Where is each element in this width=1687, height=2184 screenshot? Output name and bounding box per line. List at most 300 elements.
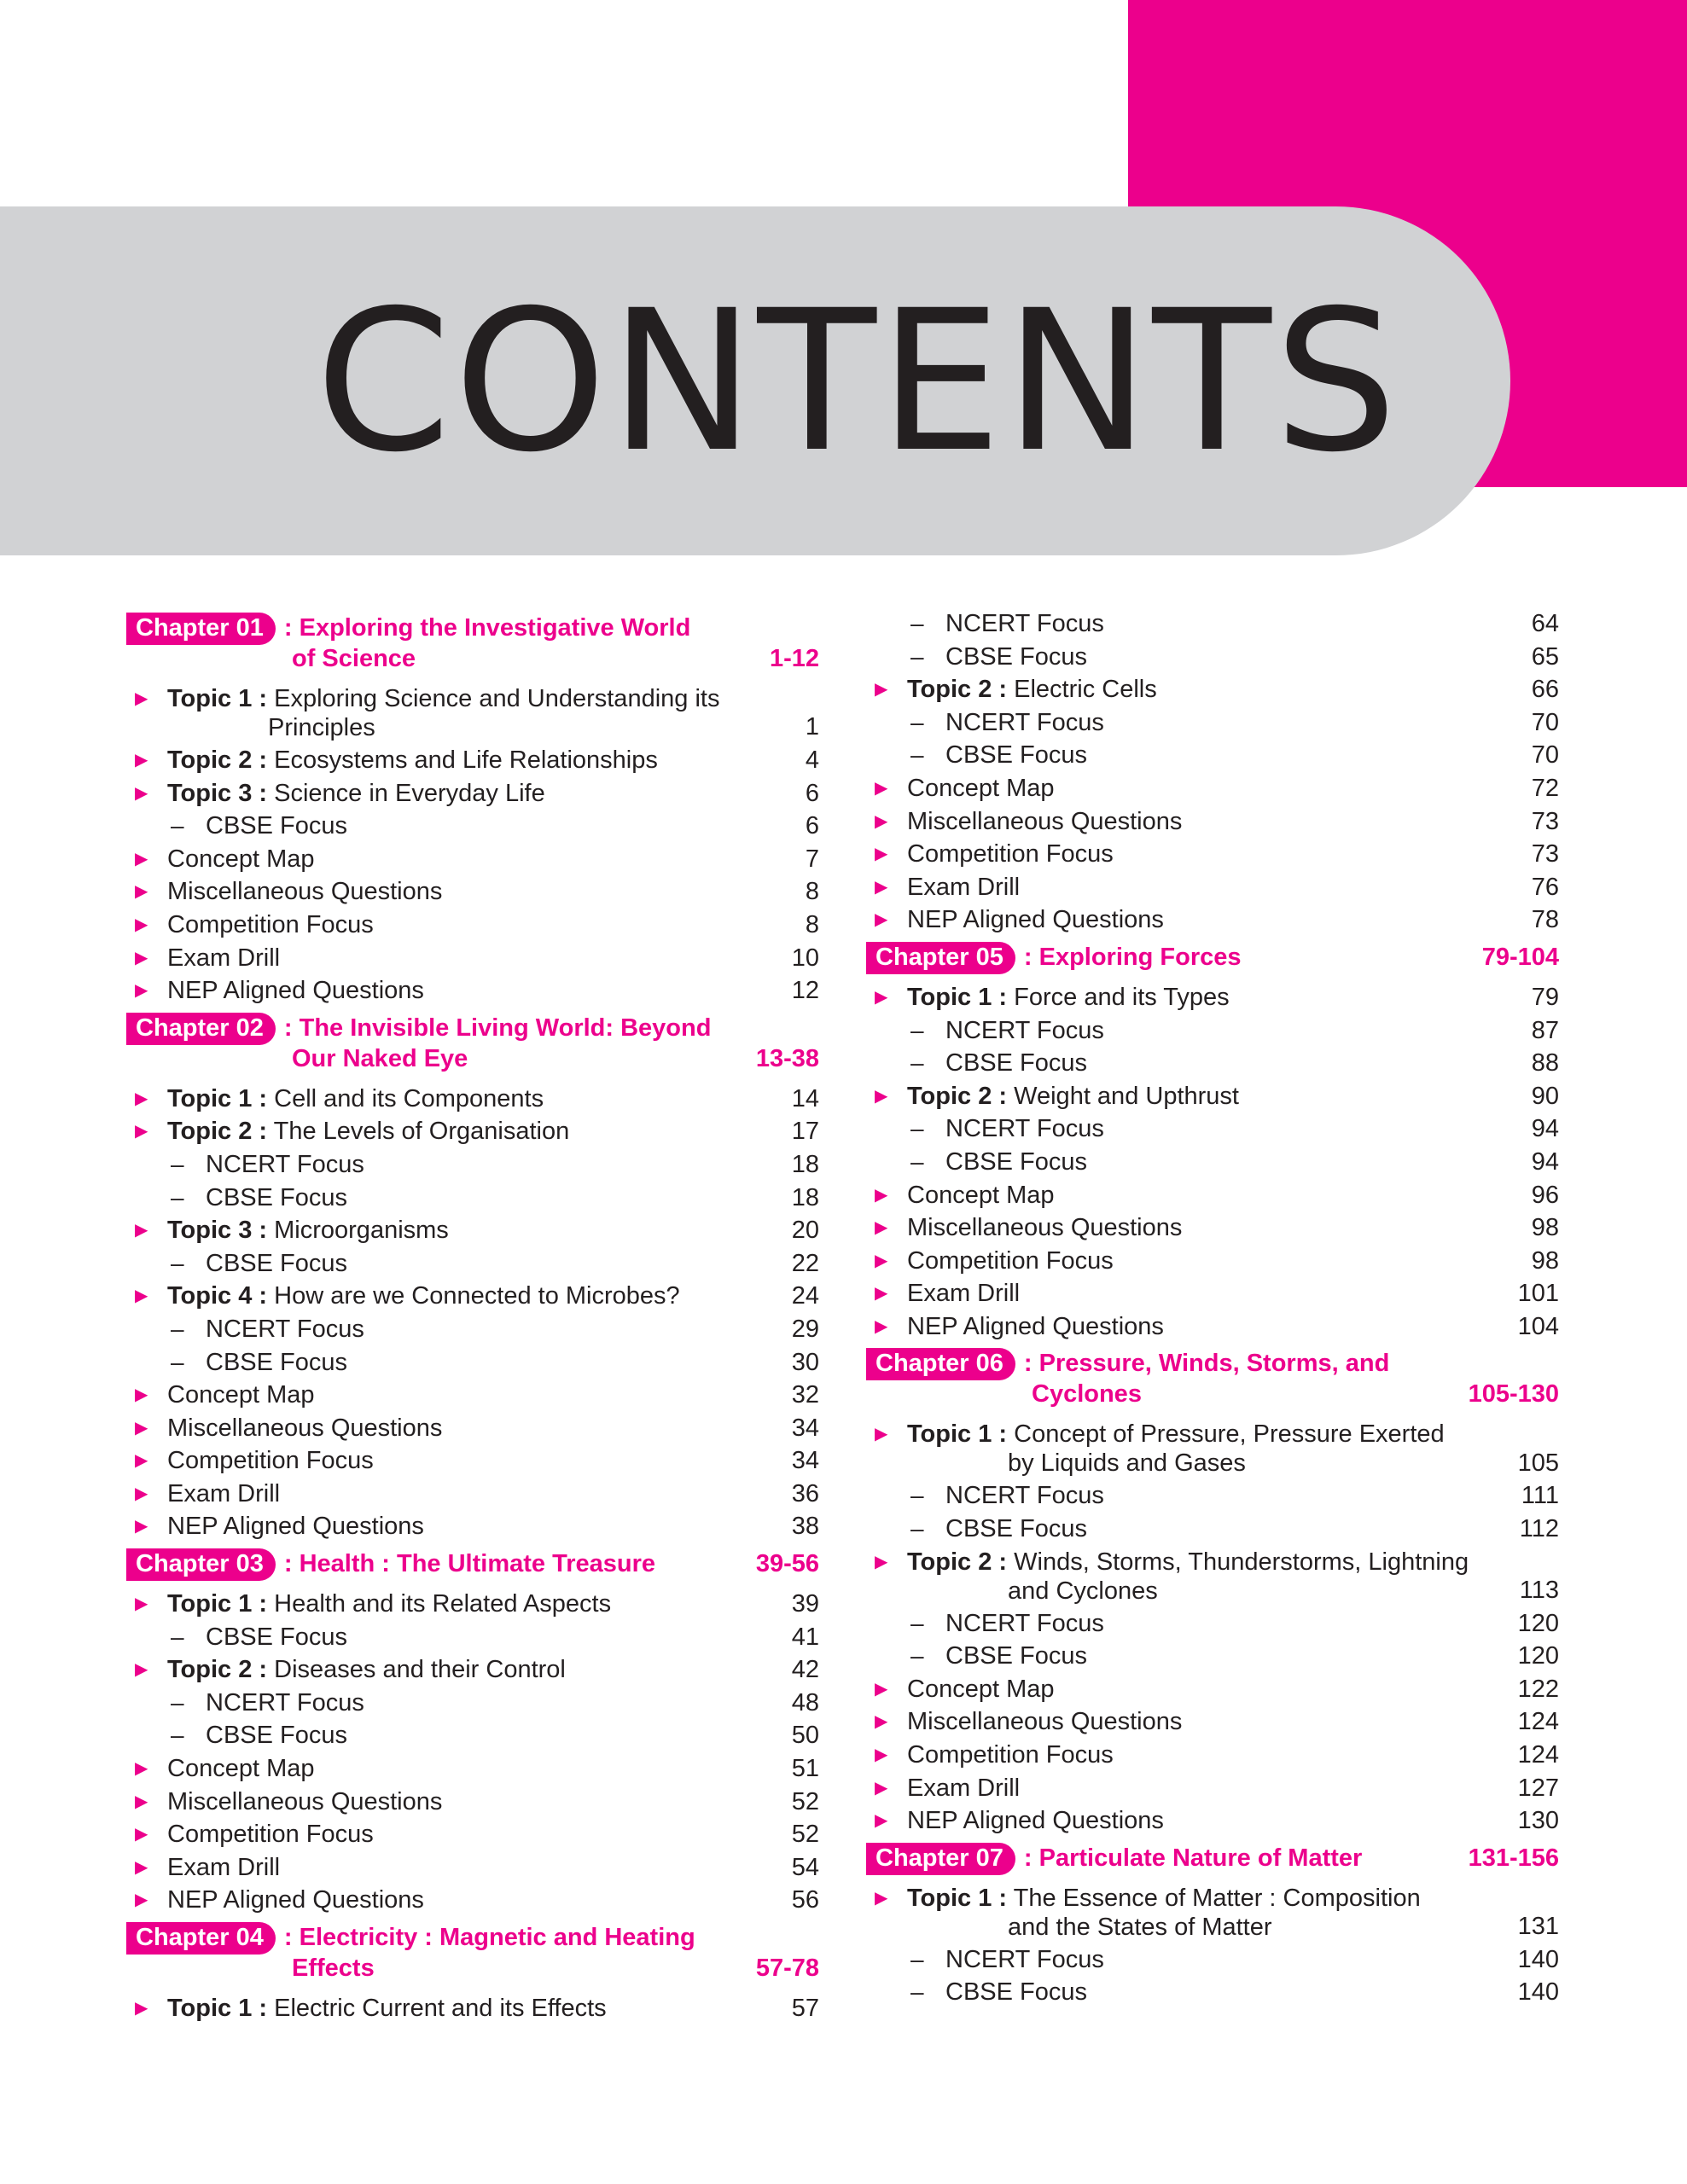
chapter-page-range: 1-12	[769, 645, 819, 672]
chapter-badge: Chapter 07	[866, 1843, 1015, 1875]
entry-text	[907, 1310, 1164, 1344]
page-number: 98	[1531, 1214, 1559, 1242]
chapter-title-continued: Cyclones	[1032, 1380, 1142, 1409]
toc-entry[interactable]	[126, 1444, 819, 1478]
chapter-title: : Pressure, Winds, Storms, and	[1023, 1350, 1390, 1378]
toc-entry[interactable]	[126, 1510, 819, 1543]
entry-title: CBSE Focus	[206, 1722, 347, 1750]
triangle-bullet-icon: ▶	[875, 1679, 888, 1699]
sub-entry[interactable]	[126, 810, 819, 843]
topic-entry[interactable]	[126, 1992, 819, 2025]
page-number: 17	[791, 1118, 819, 1146]
page-number: 73	[1531, 807, 1559, 835]
toc-entry[interactable]	[866, 1804, 1559, 1838]
dash-bullet: –	[910, 1945, 924, 1972]
triangle-bullet-icon: ▶	[135, 689, 148, 708]
sub-entry[interactable]	[126, 1346, 819, 1380]
topic-label: Topic 2 :	[167, 1118, 268, 1146]
toc-entry[interactable]	[126, 1478, 819, 1511]
sub-entry[interactable]	[866, 1479, 1559, 1513]
entry-text	[167, 974, 424, 1008]
entry-text	[945, 1146, 1087, 1179]
entry-title: NEP Aligned Questions	[907, 906, 1164, 934]
page-number: 24	[791, 1282, 819, 1310]
topic-entry[interactable]	[866, 1882, 1559, 1943]
dash-bullet: –	[171, 812, 184, 839]
sub-entry[interactable]	[866, 706, 1559, 740]
page-number: 18	[791, 1150, 819, 1178]
dash-bullet: –	[171, 1623, 184, 1650]
entry-text	[945, 1943, 1104, 1977]
triangle-bullet-icon: ▶	[875, 1251, 888, 1270]
toc-entry[interactable]	[866, 1277, 1559, 1310]
toc-section	[126, 613, 819, 1008]
page-number: 104	[1517, 1312, 1559, 1340]
entry-title: Miscellaneous Questions	[907, 807, 1183, 835]
triangle-bullet-icon: ▶	[875, 877, 888, 897]
toc-entry[interactable]	[126, 1851, 819, 1885]
dash-bullet: –	[910, 1978, 924, 2006]
entry-text	[206, 1621, 347, 1654]
chapter-page-range: 105-130	[1468, 1380, 1559, 1409]
topic-entry[interactable]	[126, 777, 819, 810]
entry-text	[945, 607, 1104, 641]
entry-title: Miscellaneous Questions	[167, 1414, 443, 1442]
page-number: 140	[1517, 1978, 1559, 2007]
page-number: 127	[1517, 1774, 1559, 1802]
chapter-heading[interactable]	[126, 1013, 819, 1074]
topic-label: Topic 1 :	[167, 1995, 268, 2022]
sub-entry[interactable]	[126, 1687, 819, 1720]
entry-text	[907, 1804, 1164, 1838]
toc-entry[interactable]	[866, 1211, 1559, 1245]
entry-text	[907, 903, 1164, 937]
sub-entry[interactable]	[866, 1640, 1559, 1673]
topic-label: Topic 2 :	[907, 1548, 1008, 1576]
entry-text	[907, 805, 1182, 839]
dash-bullet: –	[171, 1315, 184, 1342]
entry-title: Concept Map	[907, 1675, 1055, 1703]
page-number: 4	[805, 746, 819, 774]
entry-text	[167, 1752, 315, 1786]
entry-text	[945, 739, 1087, 772]
triangle-bullet-icon: ▶	[135, 1122, 148, 1141]
sub-entry[interactable]	[866, 1047, 1559, 1080]
dash-bullet: –	[910, 1049, 924, 1077]
entry-text	[167, 1786, 442, 1819]
entry-title: Competition Focus	[907, 840, 1114, 868]
entry-text	[167, 1083, 544, 1116]
chapter-title: : Exploring the Investigative World	[283, 614, 691, 642]
page-number: 50	[791, 1722, 819, 1750]
toc-entry[interactable]	[126, 875, 819, 909]
topic-entry[interactable]	[126, 1653, 819, 1687]
toc-entry[interactable]	[866, 772, 1559, 805]
topic-label: Topic 1 :	[167, 1084, 268, 1112]
chapter-heading[interactable]	[126, 1548, 819, 1579]
toc-entry[interactable]	[126, 974, 819, 1008]
page-number: 30	[791, 1348, 819, 1376]
triangle-bullet-icon: ▶	[135, 1594, 148, 1614]
chapter-title-continued: Our Naked Eye	[292, 1044, 468, 1072]
page-number: 111	[1521, 1482, 1559, 1510]
page-number: 94	[1531, 1147, 1559, 1176]
page-number: 8	[805, 878, 819, 906]
entry-title: Electric Cells	[1014, 676, 1157, 704]
entry-title: Concept Map	[907, 1181, 1055, 1209]
page-number: 48	[791, 1688, 819, 1716]
chapter-heading[interactable]	[126, 613, 819, 674]
page-number: 120	[1517, 1642, 1559, 1670]
page-number: 101	[1517, 1280, 1559, 1308]
page-number: 113	[1519, 1577, 1559, 1605]
toc-entry[interactable]	[866, 838, 1559, 871]
entry-text	[907, 838, 1114, 871]
toc-entry[interactable]	[866, 1705, 1559, 1739]
entry-text	[167, 843, 315, 876]
entry-text	[167, 1444, 374, 1478]
entry-text	[167, 1510, 424, 1543]
topic-label: Topic 3 :	[167, 1217, 268, 1245]
toc-section	[866, 1348, 1559, 1837]
triangle-bullet-icon: ▶	[135, 882, 148, 902]
chapter-title: : Exploring Forces	[1023, 943, 1242, 971]
entry-title: Ecosystems and Life Relationships	[274, 746, 658, 774]
chapter-title-line	[866, 1348, 1559, 1379]
sub-entry[interactable]	[866, 739, 1559, 772]
entry-title: Miscellaneous Questions	[907, 1708, 1183, 1736]
entry-text	[907, 1277, 1020, 1310]
entry-title: Miscellaneous Questions	[907, 1214, 1183, 1242]
chapter-title-line	[126, 1548, 819, 1579]
entry-title: NEP Aligned Questions	[907, 1807, 1164, 1835]
entry-title: NEP Aligned Questions	[167, 1886, 424, 1914]
page-number: 38	[791, 1513, 819, 1541]
entry-title: Miscellaneous Questions	[167, 1787, 443, 1815]
entry-text	[945, 1640, 1087, 1673]
sub-entry[interactable]	[866, 1112, 1559, 1146]
entry-title: CBSE Focus	[945, 1642, 1087, 1670]
triangle-bullet-icon: ▶	[875, 1745, 888, 1765]
sub-entry[interactable]	[126, 1621, 819, 1654]
toc-entry[interactable]	[126, 909, 819, 942]
entry-text	[167, 1379, 315, 1412]
page-number: 52	[791, 1787, 819, 1815]
toc-entry[interactable]	[866, 1739, 1559, 1772]
page-number: 41	[791, 1623, 819, 1651]
page-number: 122	[1517, 1675, 1559, 1703]
dash-bullet: –	[910, 708, 924, 735]
entry-title: Concept Map	[167, 1381, 315, 1409]
page-number: 29	[791, 1315, 819, 1343]
page-number: 90	[1531, 1082, 1559, 1110]
toc-entry[interactable]	[866, 805, 1559, 839]
entry-title: Competition Focus	[167, 1821, 374, 1849]
page-number: 124	[1517, 1708, 1559, 1736]
toc-section	[126, 1013, 819, 1543]
chapter-title: : Electricity : Magnetic and Heating	[283, 1924, 695, 1951]
toc-entry[interactable]	[866, 1310, 1559, 1344]
entry-title: Cell and its Components	[274, 1084, 544, 1112]
triangle-bullet-icon: ▶	[135, 1825, 148, 1844]
page-number: 70	[1531, 708, 1559, 736]
entry-text	[907, 673, 1157, 706]
triangle-bullet-icon: ▶	[875, 778, 888, 798]
sub-entry[interactable]	[866, 1146, 1559, 1179]
triangle-bullet-icon: ▶	[135, 1999, 148, 2018]
sub-entry[interactable]	[866, 1513, 1559, 1546]
toc-entry[interactable]	[126, 1818, 819, 1851]
topic-label: Topic 2 :	[907, 1082, 1008, 1110]
toc-entry[interactable]	[866, 1245, 1559, 1278]
entry-title: NEP Aligned Questions	[167, 977, 424, 1005]
triangle-bullet-icon: ▶	[135, 948, 148, 967]
sub-entry[interactable]	[126, 1182, 819, 1215]
entry-title: NCERT Focus	[945, 1115, 1104, 1143]
entry-title: CBSE Focus	[206, 812, 347, 840]
toc-entry[interactable]	[126, 1752, 819, 1786]
entry-title: Competition Focus	[167, 910, 374, 938]
page-number: 12	[791, 977, 819, 1005]
topic-entry[interactable]	[866, 1080, 1559, 1113]
entry-text	[907, 1673, 1055, 1706]
entry-text	[907, 1739, 1114, 1772]
entry-title: CBSE Focus	[945, 741, 1087, 770]
triangle-bullet-icon: ▶	[135, 1660, 148, 1680]
entry-text	[167, 1115, 569, 1148]
page-number: 66	[1531, 676, 1559, 704]
page-number: 76	[1531, 873, 1559, 901]
entry-title: Exam Drill	[167, 1853, 281, 1881]
triangle-bullet-icon: ▶	[135, 1517, 148, 1536]
page-number: 36	[791, 1479, 819, 1507]
triangle-bullet-icon: ▶	[135, 1451, 148, 1471]
entry-text	[167, 777, 545, 810]
chapter-title-line	[126, 1922, 819, 1953]
chapter-badge: Chapter 05	[866, 942, 1015, 974]
toc-entry[interactable]	[126, 942, 819, 975]
entry-title: Concept Map	[167, 1755, 315, 1783]
entry-title: Exam Drill	[167, 1479, 281, 1507]
entry-text	[945, 1014, 1104, 1048]
toc-section	[866, 942, 1559, 1344]
chapter-page-range: 79-104	[1481, 943, 1559, 971]
page-number: 34	[791, 1447, 819, 1475]
entry-text	[167, 1214, 449, 1247]
triangle-bullet-icon: ▶	[875, 910, 888, 930]
toc-entry[interactable]	[866, 871, 1559, 904]
entry-text	[945, 641, 1087, 674]
page-number: 96	[1531, 1181, 1559, 1209]
topic-entry[interactable]	[866, 1546, 1559, 1607]
entry-title: The Levels of Organisation	[273, 1118, 570, 1146]
toc-entry[interactable]	[126, 843, 819, 876]
sub-entry[interactable]	[866, 1943, 1559, 1977]
entry-text	[907, 981, 1230, 1014]
triangle-bullet-icon: ▶	[135, 1891, 148, 1910]
page-number: 6	[805, 779, 819, 807]
topic-entry[interactable]	[126, 682, 819, 744]
entry-text	[206, 810, 347, 843]
dash-bullet: –	[910, 1642, 924, 1670]
toc-entry[interactable]	[866, 1179, 1559, 1212]
chapter-title-line	[126, 613, 819, 643]
entry-title: NCERT Focus	[945, 1016, 1104, 1044]
triangle-bullet-icon: ▶	[875, 1778, 888, 1798]
sub-entry[interactable]	[866, 607, 1559, 641]
triangle-bullet-icon: ▶	[135, 1484, 148, 1503]
page-number: 18	[791, 1183, 819, 1211]
entry-title: Competition Focus	[907, 1246, 1114, 1275]
triangle-bullet-icon: ▶	[135, 783, 148, 803]
chapter-title: : Health : The Ultimate Treasure	[283, 1550, 656, 1578]
entry-title: CBSE Focus	[945, 642, 1087, 671]
chapter-title-line	[866, 1843, 1559, 1873]
triangle-bullet-icon: ▶	[135, 849, 148, 868]
dash-bullet: –	[910, 1515, 924, 1542]
entry-title: NCERT Focus	[206, 1150, 364, 1178]
chapter-heading[interactable]	[866, 942, 1559, 973]
sub-entry[interactable]	[126, 1313, 819, 1346]
topic-entry[interactable]	[126, 744, 819, 777]
entry-text	[167, 1280, 680, 1313]
entry-title: Health and its Related Aspects	[274, 1590, 612, 1618]
entry-text	[206, 1313, 364, 1346]
triangle-bullet-icon: ▶	[875, 1316, 888, 1336]
entry-text	[907, 1418, 1445, 1451]
page-title: CONTENTS	[315, 267, 1400, 495]
sub-entry[interactable]	[866, 1607, 1559, 1641]
toc-entry[interactable]	[866, 1673, 1559, 1706]
entry-text	[206, 1247, 347, 1281]
page-number: 88	[1531, 1049, 1559, 1077]
page-number: 105	[1517, 1449, 1559, 1477]
toc-entry[interactable]	[866, 903, 1559, 937]
dash-bullet: –	[910, 741, 924, 769]
sub-entry[interactable]	[866, 1014, 1559, 1048]
entry-title: Competition Focus	[167, 1447, 374, 1475]
toc-entry[interactable]	[126, 1412, 819, 1445]
page-number: 65	[1531, 642, 1559, 671]
entry-title: Weight and Upthrust	[1014, 1082, 1239, 1110]
sub-entry[interactable]	[866, 1976, 1559, 2009]
entry-text	[167, 1884, 424, 1917]
dash-bullet: –	[910, 1016, 924, 1043]
triangle-bullet-icon: ▶	[135, 751, 148, 770]
dash-bullet: –	[910, 610, 924, 636]
dash-bullet: –	[171, 1249, 184, 1276]
entry-title: CBSE Focus	[206, 1623, 347, 1651]
chapter-page-range: 13-38	[755, 1044, 819, 1072]
entry-title: How are we Connected to Microbes?	[274, 1282, 680, 1310]
entry-title: CBSE Focus	[945, 1978, 1087, 2007]
entry-text	[167, 942, 280, 975]
triangle-bullet-icon: ▶	[135, 1287, 148, 1306]
entry-title: Concept of Pressure, Pressure Exerted	[1014, 1420, 1445, 1449]
page-number: 64	[1531, 610, 1559, 637]
topic-label: Topic 1 :	[907, 983, 1008, 1011]
topic-entry[interactable]	[866, 981, 1559, 1014]
chapter-title-line	[126, 1013, 819, 1043]
chapter-heading[interactable]	[126, 1922, 819, 1984]
toc-entry[interactable]	[866, 1772, 1559, 1805]
dash-bullet: –	[171, 1688, 184, 1716]
triangle-bullet-icon: ▶	[135, 1857, 148, 1877]
entry-title: NCERT Focus	[945, 1482, 1104, 1510]
topic-entry[interactable]	[126, 1115, 819, 1148]
entry-text	[945, 706, 1104, 740]
entry-text	[206, 1719, 347, 1752]
entry-title: CBSE Focus	[206, 1249, 347, 1277]
chapter-heading[interactable]	[866, 1348, 1559, 1409]
triangle-bullet-icon: ▶	[135, 1089, 148, 1108]
entry-title: Concept Map	[907, 774, 1055, 802]
topic-entry[interactable]	[126, 1588, 819, 1621]
topic-label: Topic 2 :	[167, 746, 268, 774]
topic-entry[interactable]	[126, 1214, 819, 1247]
toc-entry[interactable]	[126, 1884, 819, 1917]
page-number: 79	[1531, 983, 1559, 1011]
chapter-badge: Chapter 02	[126, 1013, 276, 1045]
page-number: 57	[791, 1995, 819, 2022]
entry-title: Exam Drill	[167, 944, 281, 972]
entry-title: NEP Aligned Questions	[907, 1312, 1164, 1340]
entry-title: Exam Drill	[907, 1774, 1021, 1802]
entry-text	[907, 1211, 1182, 1245]
toc-entry[interactable]	[126, 1379, 819, 1412]
triangle-bullet-icon: ▶	[875, 845, 888, 864]
page-number: 87	[1531, 1016, 1559, 1044]
topic-label: Topic 3 :	[167, 779, 268, 807]
page-number: 39	[791, 1590, 819, 1618]
sub-entry[interactable]	[126, 1247, 819, 1281]
sub-entry[interactable]	[126, 1719, 819, 1752]
chapter-heading[interactable]	[866, 1843, 1559, 1873]
dash-bullet: –	[910, 1482, 924, 1509]
triangle-bullet-icon: ▶	[875, 1425, 888, 1444]
topic-label: Topic 2 :	[907, 676, 1008, 704]
topic-label: Topic 4 :	[167, 1282, 268, 1310]
topic-entry[interactable]	[866, 1418, 1559, 1479]
entry-title: Science in Everyday Life	[274, 779, 545, 807]
page-number: 98	[1531, 1246, 1559, 1275]
toc-section	[866, 1843, 1559, 2009]
page-number: 130	[1517, 1807, 1559, 1835]
toc-entry[interactable]	[126, 1786, 819, 1819]
topic-label: Topic 1 :	[907, 1884, 1008, 1912]
toc-section	[126, 1548, 819, 1917]
topic-entry[interactable]	[126, 1083, 819, 1116]
entry-text	[167, 682, 719, 716]
sub-entry[interactable]	[126, 1148, 819, 1182]
entry-title: CBSE Focus	[206, 1348, 347, 1376]
entry-text	[945, 1112, 1104, 1146]
topic-entry[interactable]	[866, 673, 1559, 706]
toc-right-column	[866, 607, 1559, 2009]
topic-entry[interactable]	[126, 1280, 819, 1313]
toc-left-column	[126, 607, 819, 2025]
entry-text	[206, 1148, 364, 1182]
entry-text	[167, 1992, 607, 2025]
sub-entry[interactable]	[866, 641, 1559, 674]
triangle-bullet-icon: ▶	[875, 1552, 888, 1571]
dash-bullet: –	[171, 1183, 184, 1211]
entry-text	[907, 1772, 1020, 1805]
entry-title: Miscellaneous Questions	[167, 878, 443, 906]
chapter-badge: Chapter 04	[126, 1922, 276, 1955]
page-number: 20	[791, 1217, 819, 1245]
triangle-bullet-icon: ▶	[135, 1385, 148, 1405]
